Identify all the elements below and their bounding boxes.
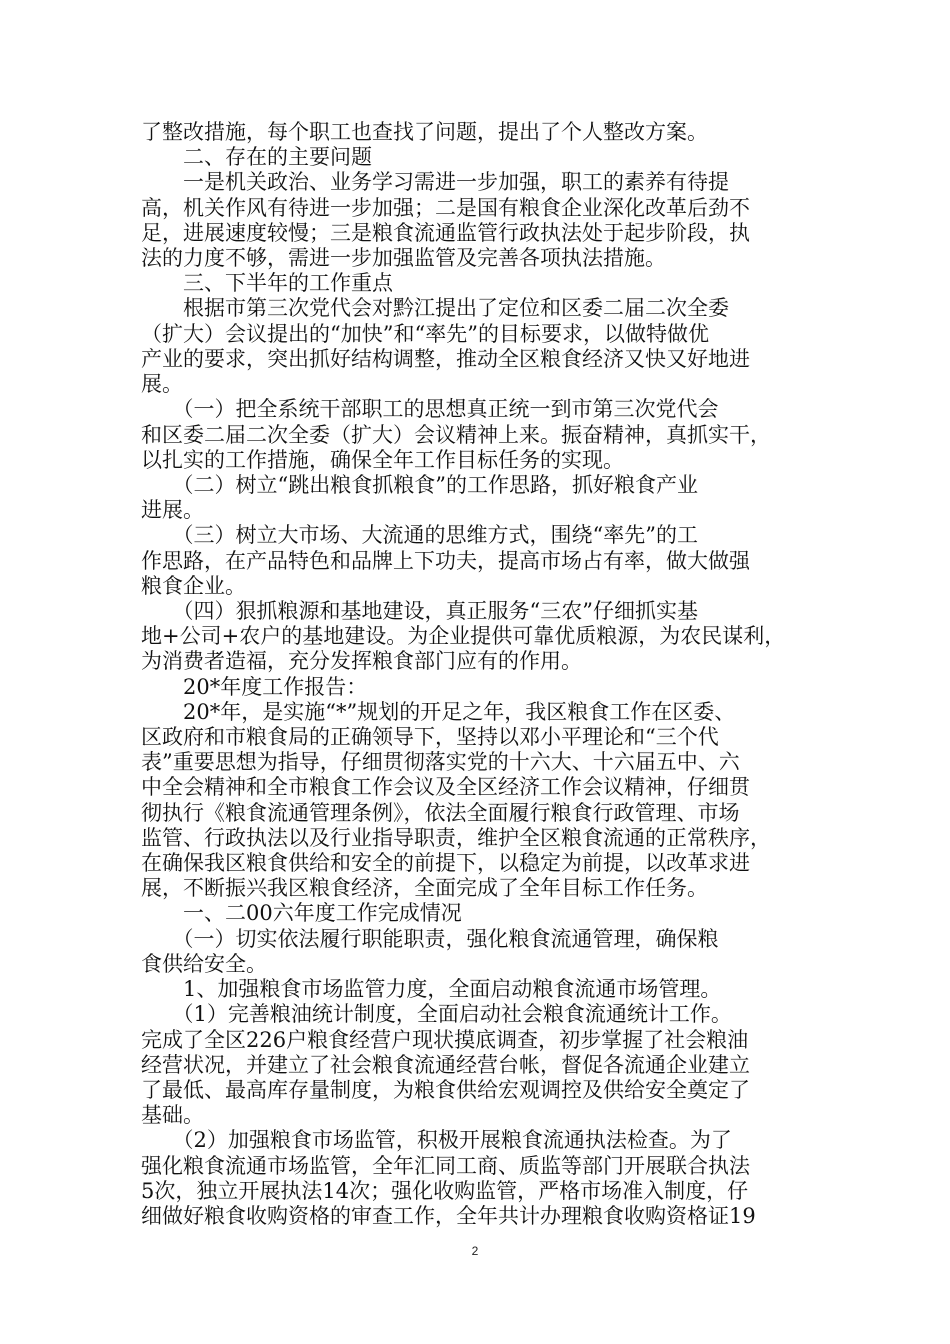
text-line: 经营状况，并建立了社会粮食流通经营台帐，督促各流通企业建立 bbox=[141, 1053, 750, 1077]
text-line: 了最低、最高库存量制度，为粮食供给宏观调控及供给安全奠定了 bbox=[141, 1078, 750, 1102]
text-line: 展。 bbox=[141, 372, 183, 396]
text-line: 监管、行政执法以及行业指导职责，维护全区粮食流通的正常秩序， bbox=[141, 826, 771, 850]
text-line: 高，机关作风有待进一步加强；二是国有粮食企业深化改革后劲不 bbox=[141, 196, 750, 220]
section-heading: 三、下半年的工作重点 bbox=[141, 271, 393, 295]
text-line: 基础。 bbox=[141, 1103, 204, 1127]
text-line: 展，不断振兴我区粮食经济，全面完成了全年目标工作任务。 bbox=[141, 876, 708, 900]
text-line: 表”重要思想为指导，仔细贯彻落实党的十六大、十六届五中、六 bbox=[141, 750, 740, 774]
page-number: 2 bbox=[471, 1244, 479, 1258]
text-line: （四）狠抓粮源和基地建设，真正服务“三农”仔细抓实基 bbox=[141, 599, 698, 623]
text-line: （扩大）会议提出的“加快”和“率先”的目标要求，以做特做优 bbox=[141, 322, 709, 346]
text-line: 进展。 bbox=[141, 498, 204, 522]
text-line: 地+公司+农户的基地建设。为企业提供可靠优质粮源，为农民谋利， bbox=[141, 624, 786, 648]
text-line: （一）切实依法履行职能职责，强化粮食流通管理，确保粮 bbox=[141, 927, 719, 951]
text-line: 20*年，是实施“*”规划的开足之年，我区粮食工作在区委、 bbox=[141, 700, 736, 724]
text-line: 和区委二届二次全委（扩大）会议精神上来。振奋精神，真抓实干， bbox=[141, 423, 771, 447]
text-line: 1、加强粮食市场监管力度，全面启动粮食流通市场管理。 bbox=[141, 977, 722, 1001]
text-line: （一）把全系统干部职工的思想真正统一到市第三次党代会 bbox=[141, 397, 719, 421]
section-heading: 一、二00六年度工作完成情况 bbox=[141, 901, 462, 925]
text-line: （2）加强粮食市场监管，积极开展粮食流通执法检查。为了 bbox=[141, 1128, 732, 1152]
text-line: 一是机关政治、业务学习需进一步加强，职工的素养有待提 bbox=[141, 170, 729, 194]
text-line: 在确保我区粮食供给和安全的前提下，以稳定为前提，以改革求进 bbox=[141, 851, 750, 875]
text-line: 强化粮食流通市场监管，全年汇同工商、质监等部门开展联合执法 bbox=[141, 1154, 750, 1178]
text-line: 作思路，在产品特色和品牌上下功夫，提高市场占有率，做大做强 bbox=[141, 549, 750, 573]
text-line: 为消费者造福，充分发挥粮食部门应有的作用。 bbox=[141, 649, 582, 673]
text-line: 法的力度不够，需进一步加强监管及完善各项执法措施。 bbox=[141, 246, 666, 270]
text-line: 根据市第三次党代会对黔江提出了定位和区委二届二次全委 bbox=[141, 296, 729, 320]
section-heading: 二、存在的主要问题 bbox=[141, 145, 372, 169]
text-line: （三）树立大市场、大流通的思维方式，围绕“率先”的工 bbox=[141, 523, 698, 547]
text-line: 中全会精神和全市粮食工作会议及全区经济工作会议精神，仔细贯 bbox=[141, 775, 750, 799]
text-line: 完成了全区226户粮食经营户现状摸底调查，初步掌握了社会粮油 bbox=[141, 1028, 749, 1052]
text-line: （二）树立“跳出粮食抓粮食”的工作思路，抓好粮食产业 bbox=[141, 473, 698, 497]
text-line: 以扎实的工作措施，确保全年工作目标任务的实现。 bbox=[141, 448, 624, 472]
report-title: 20*年度工作报告： bbox=[141, 675, 368, 699]
text-line: 粮食企业。 bbox=[141, 574, 246, 598]
text-line: （1）完善粮油统计制度，全面启动社会粮食流通统计工作。 bbox=[141, 1002, 732, 1026]
text-line: 区政府和市粮食局的正确领导下，坚持以邓小平理论和“三个代 bbox=[141, 725, 719, 749]
text-line: 足，进展速度较慢；三是粮食流通监管行政执法处于起步阶段，执 bbox=[141, 221, 750, 245]
text-line: 彻执行《粮食流通管理条例》，依法全面履行粮食行政管理、市场 bbox=[141, 801, 740, 825]
text-line: 产业的要求，突出抓好结构调整，推动全区粮食经济又快又好地进 bbox=[141, 347, 750, 371]
text-line: 细做好粮食收购资格的审查工作，全年共计办理粮食收购资格证19 bbox=[141, 1204, 756, 1228]
text-line: 了整改措施，每个职工也查找了问题，提出了个人整改方案。 bbox=[141, 120, 708, 144]
text-line: 5次，独立开展执法14次；强化收购监管，严格市场准入制度，仔 bbox=[141, 1179, 749, 1203]
text-line: 食供给安全。 bbox=[141, 952, 267, 976]
